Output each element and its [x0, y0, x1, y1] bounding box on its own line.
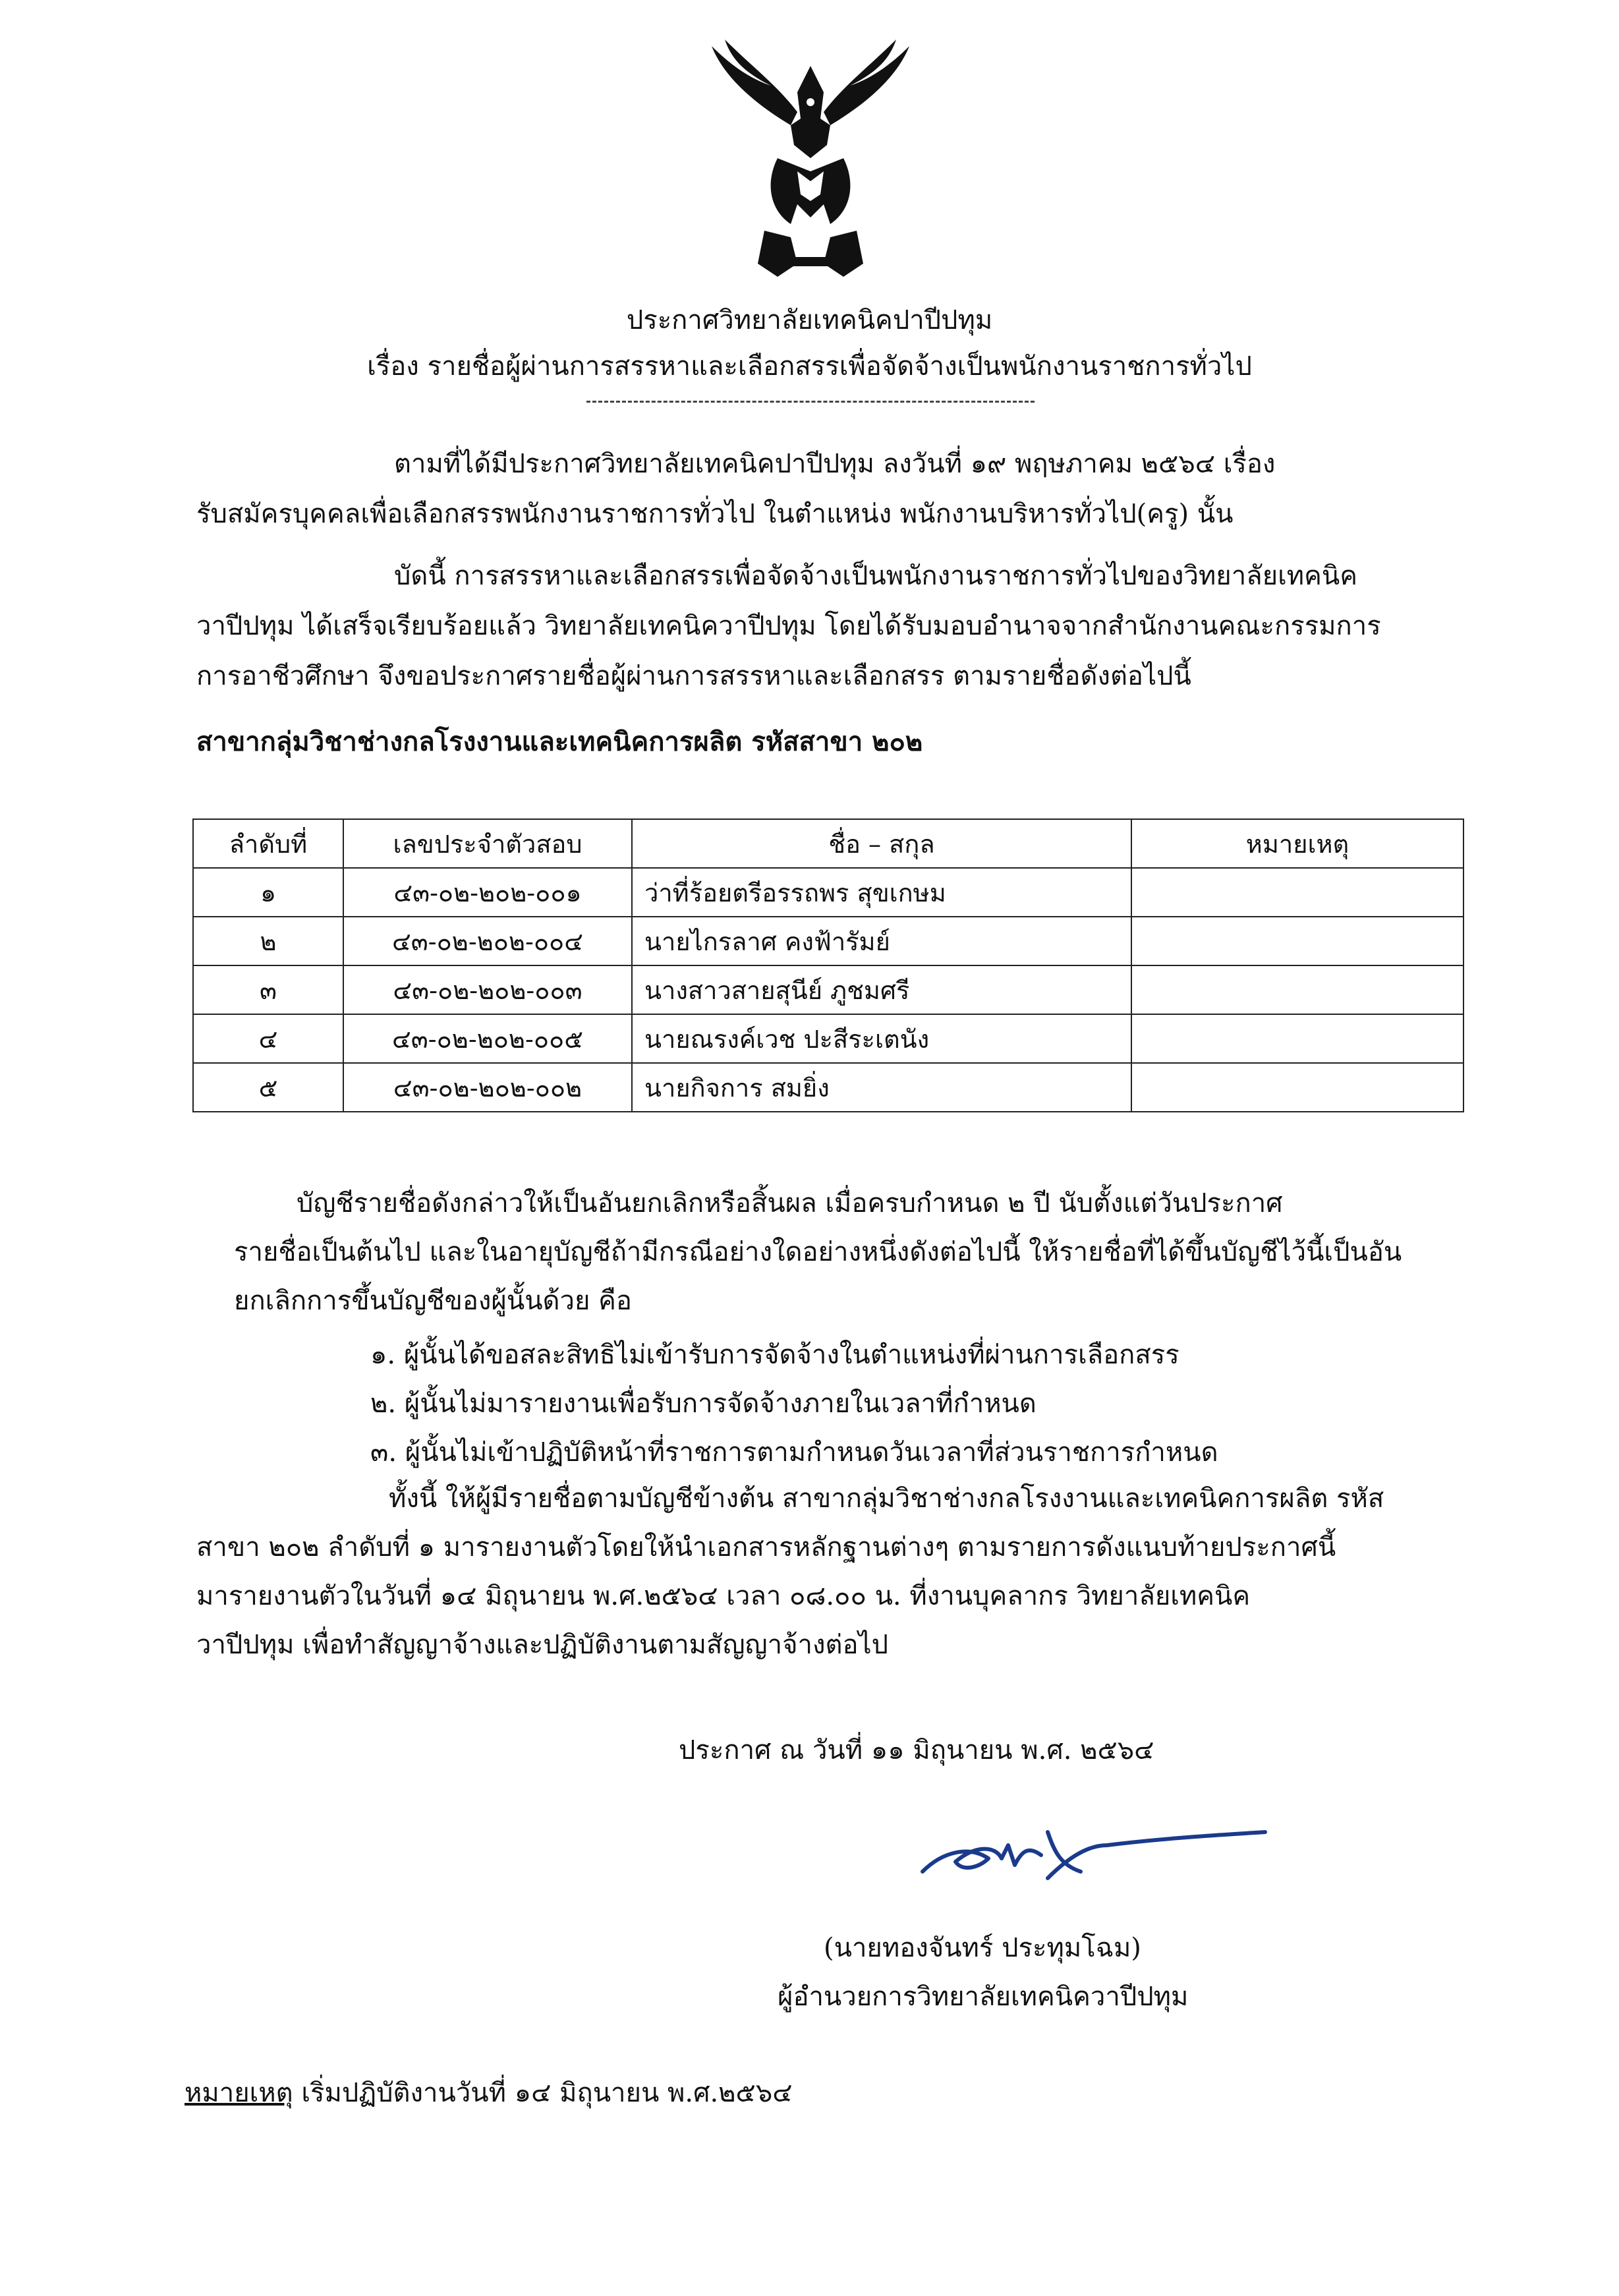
condition-item: ๑. ผู้นั้นได้ขอสละสิทธิไม่เข้ารับการจัดจ้างในตำแหน่งที่ผ่านการเลือกสรร — [370, 1340, 1179, 1370]
cell-order: ๕ — [193, 1063, 343, 1112]
footer-note-label: หมายเหตุ — [185, 2078, 293, 2108]
table-header-row — [193, 819, 1463, 868]
col-header-name: ชื่อ – สกุล — [632, 819, 1131, 868]
cell-order: ๓ — [193, 965, 343, 1014]
para2-line2: วาปีปทุม ได้เสร็จเรียบร้อยแล้ว วิทยาลัยเทคนิควาปีปทุม โดยได้รับมอบอำนาจจากสำนักงานคณะกรรมการ — [196, 611, 1381, 641]
announcement-date: ประกาศ ณ วันที่ ๑๑ มิถุนายน พ.ศ. ๒๕๖๔ — [679, 1735, 1154, 1765]
para1-line1: ตามที่ได้มีประกาศวิทยาลัยเทคนิคปาปีปทุม ลงวันที่ ๑๙ พฤษภาคม ๒๕๖๔ เรื่อง — [394, 449, 1276, 479]
cell-note — [1131, 868, 1463, 917]
signature-icon — [916, 1806, 1272, 1898]
table-row — [193, 1063, 1463, 1112]
cell-name: ว่าที่ร้อยตรีอรรถพร สุขเกษม — [632, 868, 1131, 917]
cell-note — [1131, 1063, 1463, 1112]
table-row — [193, 965, 1463, 1014]
instruction-line4: วาปีปทุม เพื่อทำสัญญาจ้างและปฏิบัติงานตามสัญญาจ้างต่อไป — [196, 1630, 889, 1660]
footer-note — [185, 2069, 793, 2117]
department-heading: สาขากลุ่มวิชาช่างกลโรงงานและเทคนิคการผลิต รหัสสาขา ๒๐๒ — [196, 726, 923, 757]
conditions-line3: ยกเลิกการขึ้นบัญชีของผู้นั้นด้วย คือ — [234, 1286, 632, 1316]
garuda-emblem-icon — [698, 40, 923, 283]
cell-name: นางสาวสายสุนีย์ ภูชมศรี — [632, 965, 1131, 1014]
cell-note — [1131, 1014, 1463, 1063]
condition-item: ๒. ผู้นั้นไม่มารายงานเพื่อรับการจัดจ้างภายในเวลาที่กำหนด — [370, 1389, 1037, 1419]
signatory-name: (นายทองจันทร์ ประทุมโฉม) — [824, 1933, 1141, 1963]
cell-exam-id: ๔๓-๐๒-๒๐๒-๐๐๒ — [343, 1063, 632, 1112]
cell-note — [1131, 917, 1463, 965]
document-title: ประกาศวิทยาลัยเทคนิคปาปีปทุม — [626, 305, 993, 335]
col-header-note: หมายเหตุ — [1131, 819, 1463, 868]
cell-exam-id: ๔๓-๐๒-๒๐๒-๐๐๓ — [343, 965, 632, 1014]
instruction-line2: สาขา ๒๐๒ ลำดับที่ ๑ มารายงานตัวโดยให้นำเอกสารหลักฐานต่างๆ ตามรายการดังแนบท้ายประกาศนี้ — [196, 1532, 1336, 1563]
cell-name: นายกิจการ สมยิ่ง — [632, 1063, 1131, 1112]
cell-order: ๑ — [193, 868, 343, 917]
signatory-title: ผู้อำนวยการวิทยาลัยเทคนิควาปีปทุม — [778, 1982, 1189, 2012]
cell-exam-id: ๔๓-๐๒-๒๐๒-๐๐๔ — [343, 917, 632, 965]
cell-exam-id: ๔๓-๐๒-๒๐๒-๐๐๑ — [343, 868, 632, 917]
footer-note-text: เริ่มปฏิบัติงานวันที่ ๑๔ มิถุนายน พ.ศ.๒๕๖๔ — [293, 2078, 793, 2108]
title-divider — [586, 401, 1035, 403]
cell-note — [1131, 965, 1463, 1014]
cell-order: ๒ — [193, 917, 343, 965]
para2-line3: การอาชีวศึกษา จึงขอประกาศรายชื่อผู้ผ่านการสรรหาและเลือกสรร ตามรายชื่อดังต่อไปนี้ — [196, 661, 1191, 691]
cell-exam-id: ๔๓-๐๒-๒๐๒-๐๐๕ — [343, 1014, 632, 1063]
instruction-line1: ทั้งนี้ ให้ผู้มีรายชื่อตามบัญชีข้างต้น สาขากลุ่มวิชาช่างกลโรงงานและเทคนิคการผลิต รหัส — [389, 1483, 1384, 1514]
table-row — [193, 917, 1463, 965]
table-row — [193, 1014, 1463, 1063]
document-subject: เรื่อง รายชื่อผู้ผ่านการสรรหาและเลือกสรรเพื่อจัดจ้างเป็นพนักงานราชการทั่วไป — [367, 351, 1252, 382]
cell-order: ๔ — [193, 1014, 343, 1063]
condition-item: ๓. ผู้นั้นไม่เข้าปฏิบัติหน้าที่ราชการตามกำหนดวันเวลาที่ส่วนราชการกำหนด — [370, 1437, 1218, 1468]
table-row — [193, 868, 1463, 917]
para2-line1: บัดนี้ การสรรหาและเลือกสรรเพื่อจัดจ้างเป็นพนักงานราชการทั่วไปของวิทยาลัยเทคนิค — [394, 561, 1358, 591]
cell-name: นายณรงค์เวช ปะสีระเตนัง — [632, 1014, 1131, 1063]
conditions-line1: บัญชีรายชื่อดังกล่าวให้เป็นอันยกเลิกหรือสิ้นผล เมื่อครบกำหนด ๒ ปี นับตั้งแต่วันประกาศ — [297, 1188, 1283, 1219]
cell-name: นายไกรลาศ คงฟ้ารัมย์ — [632, 917, 1131, 965]
para1-line2: รับสมัครบุคคลเพื่อเลือกสรรพนักงานราชการทั่วไป ในตำแหน่ง พนักงานบริหารทั่วไป(ครู) นั้น — [196, 499, 1234, 529]
col-header-order: ลำดับที่ — [193, 819, 343, 868]
conditions-line2: รายชื่อเป็นต้นไป และในอายุบัญชีถ้ามีกรณีอย่างใดอย่างหนึ่งดังต่อไปนี้ ให้รายชื่อที่ได้ขึ้นบัญชีไว้นี้เป็นอัน — [234, 1237, 1402, 1267]
instruction-line3: มารายงานตัวในวันที่ ๑๔ มิถุนายน พ.ศ.๒๕๖๔ เวลา ๐๘.๐๐ น. ที่งานบุคลากร วิทยาลัยเทคนิค — [196, 1581, 1251, 1611]
candidate-table — [192, 818, 1464, 1112]
col-header-exam-id: เลขประจำตัวสอบ — [343, 819, 632, 868]
